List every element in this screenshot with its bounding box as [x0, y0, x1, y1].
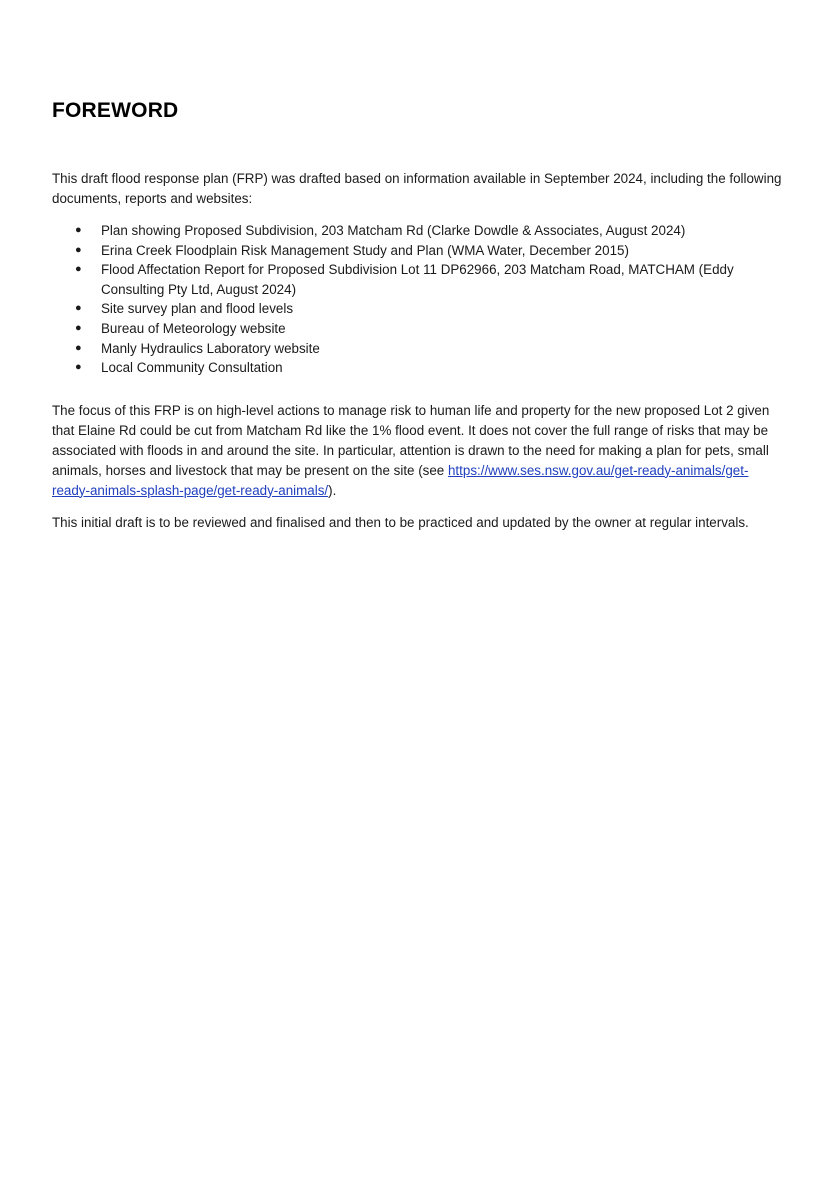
list-item: ● Erina Creek Floodplain Risk Management Study and Plan (WMA Water, December 2015): [52, 241, 784, 261]
bullet-icon: ●: [75, 224, 82, 236]
list-item: ● Site survey plan and flood levels: [52, 299, 784, 319]
bullet-icon: ●: [75, 263, 82, 276]
list-item: ● Plan showing Proposed Subdivision, 203 Matcham Rd (Clarke Dowdle & Associates, August 2024): [52, 221, 784, 241]
closing-paragraph: This initial draft is to be reviewed and finalised and then to be practiced and updated by the owner at regular intervals.: [52, 514, 749, 530]
sources-list: [52, 221, 784, 378]
focus-close: ).: [328, 482, 337, 498]
list-item: ● Flood Affectation Report for Proposed Subdivision Lot 11 DP62966, 203 Matcham Road, MATCHAM (Eddy Consulting Pty Ltd, August 2024): [75, 262, 734, 297]
ses-animals-link[interactable]: https://www.ses.nsw.gov.au/get-ready-animals/get-ready-animals-splash-page/get-ready-animals/: [52, 462, 749, 498]
bullet-icon: ●: [75, 361, 82, 374]
page-title: FOREWORD: [52, 99, 179, 122]
intro-paragraph: This draft flood response plan (FRP) was drafted based on information available in September 2024, including the following documents, reports and websites:: [52, 171, 782, 206]
list-item: ● Bureau of Meteorology website: [52, 319, 784, 339]
bullet-icon: ●: [75, 341, 82, 354]
list-item: ● Local Community Consultation: [52, 358, 784, 378]
focus-paragraph: [52, 401, 784, 501]
list-item: ● Manly Hydraulics Laboratory website: [52, 339, 784, 359]
bullet-icon: ●: [75, 243, 82, 256]
bullet-icon: ●: [75, 302, 82, 315]
bullet-icon: ●: [75, 321, 82, 334]
foreword-section: [52, 97, 784, 533]
focus-text: The focus of this FRP is on high-level actions to manage risk to human life and property for the new proposed Lot 2 given that Elaine Rd could be cut from Matcham Rd like the 1% flood event. It does not cover the full range of risks that may be associated with floods in and around the site. In particular, attention is drawn to the need for making a plan for pets, small animals, horses and livestock that may be present on the site (see: [52, 402, 770, 478]
